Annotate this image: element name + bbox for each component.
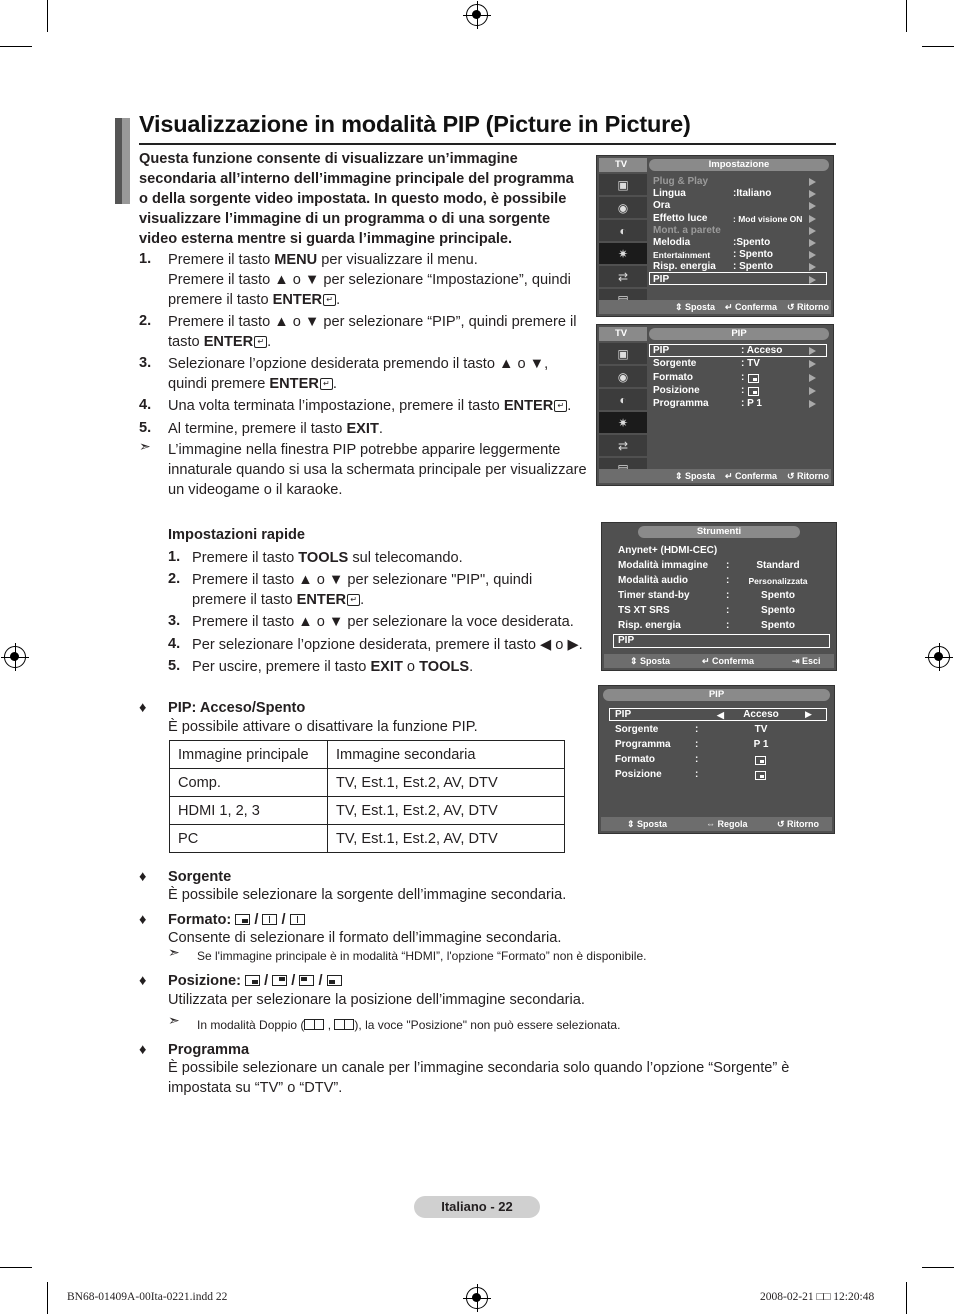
osd-selection [609,708,827,721]
osd-footer [604,654,834,668]
osd-row-sep: : [726,620,730,631]
pip-position-icon [748,374,759,383]
osd-row-value: TV [754,724,768,735]
osd-selection [649,344,827,357]
osd-foot-return: ↺ Ritorno [777,819,820,829]
osd-row-value: Spento [761,620,795,631]
quick-step-line: Premere il tasto ▲ o ▼ per selezionare "PIP", quindi [192,572,533,588]
quick-step-line: Per uscire, premere il tasto EXIT o TOOLS. [192,659,474,675]
osd-header: Strumenti [638,526,800,538]
intro-line: Questa funzione consente di visualizzare un’immagine [139,151,518,167]
enter-key-icon: ↵ [320,378,333,390]
osd-foot-confirm: ↵ Conferma [725,471,778,481]
osd-row-sep: ◀ [717,710,724,720]
submenu-arrow-icon [809,400,816,408]
registration-mark-icon [466,4,488,26]
note-arrow-icon: ➣ [139,438,151,454]
osd-row-label: PIP [615,709,632,720]
step-line: Al termine, premere il tasto EXIT. [168,421,383,437]
osd-row-label: Mont. a parete [653,224,721,236]
intro-paragraph [139,149,589,249]
osd-row-sep: : [695,754,699,765]
osd-row-value: Standard [756,560,800,571]
foot-label: Ritorno [787,819,820,829]
sound-icon: ◉ [599,366,647,387]
osd-row-label: Timer stand-by [618,590,690,601]
foot-label: Sposta [637,819,668,829]
formato-heading: Formato: / / [168,910,305,930]
osd-setup-menu [596,155,834,317]
osd-row-sep: : [695,769,699,780]
osd-footer [599,300,831,314]
formato-text: Consente di selezionare il formato dell’immagine secondaria. [168,930,562,946]
pip-top-left-icon [299,975,314,986]
osd-row-sep: : [726,590,730,601]
input-icon: ⇄ [599,266,647,287]
pip-heading: PIP: Acceso/Spento [168,700,306,716]
table-row [170,797,565,825]
bullet-icon: ♦ [139,973,147,989]
formato-note: Se l'immagine principale è in modalità “HDMI”, l'opzione “Formato” non è disponibile. [197,949,647,963]
registration-mark-icon [928,646,950,668]
dual-icon [304,1019,324,1030]
osd-row-label: Modalità audio [618,575,688,586]
crop-mark [906,1282,907,1314]
enter-key-icon: ↵ [254,336,267,348]
foot-label: Sposta [640,656,671,666]
table-cell: Comp. [170,769,328,797]
submenu-arrow-icon [809,374,816,382]
osd-foot-move: ⇕ Sposta [630,656,671,666]
pip-text: È possibile attivare o disattivare la funzione PIP. [168,719,478,735]
osd-row-label: Plug & Play [653,176,709,187]
osd-row-sep: : [726,575,730,586]
table-header: Immagine secondaria [328,741,565,769]
osd-tv-tab: TV [599,158,647,172]
osd-row-value: Spento [761,590,795,601]
quick-step-number: 3. [168,613,181,629]
picture-icon: ▣ [599,343,647,364]
crop-mark [0,46,32,47]
step-number: 1. [139,251,152,267]
step-number: 5. [139,420,152,436]
bullet-icon: ♦ [139,1042,147,1058]
osd-row-value: : Spento [733,261,773,273]
page-number: Italiano - 22 [414,1196,540,1218]
quick-step-number: 4. [168,636,181,652]
quick-heading: Impostazioni rapide [168,527,306,543]
osd-row-label: Risp. energia [653,261,716,273]
osd-row-label: Sorgente [615,724,659,735]
submenu-arrow-icon [809,239,816,247]
dual-icon [262,914,277,925]
note-line: L’immagine nella finestra PIP potrebbe apparire leggermente [168,442,561,458]
note-arrow-icon: ➣ [168,944,180,960]
channel-icon: ◐ [599,220,647,241]
note-line: innaturale quando si usa la schermata principale per visualizzare [168,462,587,478]
osd-row-value: P 1 [753,739,769,750]
osd-row-value: : Acceso [741,345,783,356]
submenu-arrow-icon [809,263,816,271]
step-number: 4. [139,397,152,413]
posizione-text: Utilizzata per selezionare la posizione dell’immagine secondaria. [168,992,585,1008]
osd-row-label: Anynet+ (HDMI-CEC) [618,545,718,556]
osd-row-label: Programma [615,739,671,750]
pip-top-right-icon [272,975,287,986]
submenu-arrow-icon [809,215,816,223]
foot-label: Esci [802,656,821,666]
osd-footer [599,469,831,483]
osd-row-label: Effetto luce [653,212,708,224]
intro-line: video esterna mentre si guarda l’immagine principale. [139,231,513,247]
osd-row-label: Ora [653,200,671,212]
table-header-row [170,741,565,769]
osd-sidebar [599,174,647,312]
right-arrow-icon: ▶ [805,709,812,719]
dual-large-icon [290,914,305,925]
picture-icon: ▣ [599,174,647,195]
osd-row-value: : [741,371,745,383]
registration-mark-icon [4,646,26,668]
osd-row-label: PIP [653,273,670,285]
osd-row-value: : Mod visione ON [733,213,803,224]
sorgente-heading: Sorgente [168,869,232,885]
osd-foot-confirm: ↵ Conferma [725,302,778,312]
foot-label: Conferma [735,471,778,481]
osd-row-value: : TV [741,358,760,370]
step-line: Selezionare l’opzione desiderata premendo il tasto ▲ o ▼, [168,356,549,372]
osd-pip-menu [596,324,834,486]
osd-foot-return: ↺ Ritorno [787,471,830,481]
enter-key-icon: ↵ [554,400,567,412]
posizione-note: In modalità Doppio ( , ), la voce "Posizione" non può essere selezionata. [197,1018,621,1032]
osd-row-value: : [741,384,745,396]
date-slug: 2008-02-21 □□ 12:20:48 [760,1291,875,1303]
dual-large-icon [334,1019,354,1030]
osd-row-value: Acceso [743,709,779,720]
registration-mark-icon [466,1287,488,1309]
submenu-arrow-icon [809,360,816,368]
channel-icon: ◐ [599,389,647,410]
note-pip [168,440,598,500]
pip-bottom-left-icon [327,975,342,986]
osd-tools-menu [601,522,837,671]
osd-header: PIP [649,328,829,340]
osd-row-label: PIP [653,345,670,356]
quick-step-line: Premere il tasto TOOLS sul telecomando. [192,550,463,566]
osd-foot-return: ↺ Ritorno [787,302,830,312]
osd-row-value: : Spento [733,249,773,261]
osd-row-label: Risp. energia [618,620,681,631]
foot-label: Ritorno [797,471,830,481]
pip-small-icon [235,914,250,925]
osd-row-label: Entertainment [653,250,711,261]
enter-key-icon: ↵ [323,294,336,306]
osd-sidebar [599,343,647,481]
crop-mark [47,1282,48,1314]
submenu-arrow-icon [809,251,816,259]
quick-step-number: 1. [168,549,181,565]
bullet-icon: ♦ [139,700,147,716]
pip-bottom-right-icon [245,975,260,986]
note-arrow-icon: ➣ [168,1012,180,1028]
programma-heading: Programma [168,1042,250,1058]
osd-selection [613,634,830,648]
foot-label: Sposta [685,471,716,481]
bullet-icon: ♦ [139,912,147,928]
osd-foot-move: ⇕ Sposta [627,819,668,829]
crop-mark [922,46,954,47]
osd-header: PIP [603,689,830,701]
osd-foot-confirm: ↵ Conferma [702,656,755,666]
table-cell: TV, Est.1, Est.2, AV, DTV [328,769,565,797]
osd-row-sep: : [726,560,730,571]
step-line: premere il tasto ENTER ↵ . [168,292,341,308]
osd-pip-tools-menu [598,685,835,834]
programma-line: È possibile selezionare un canale per l’immagine secondaria solo quando l’opzione “Sorgente” è [168,1060,790,1076]
note-line: un videogame o il karaoke. [168,482,343,498]
osd-row-label: TS XT SRS [618,605,670,616]
foot-label: Conferma [735,302,778,312]
table-cell: TV, Est.1, Est.2, AV, DTV [328,797,565,825]
osd-row-label: Posizione [653,384,700,396]
sorgente-text: È possibile selezionare la sorgente dell’immagine secondaria. [168,887,567,903]
osd-foot-move: ⇕ Sposta [675,471,716,481]
osd-row-label: Modalità immagine [618,560,709,571]
programma-line: impostata su “TV” o “DTV”. [168,1080,343,1096]
table-cell: HDMI 1, 2, 3 [170,797,328,825]
submenu-arrow-icon [809,190,816,198]
osd-row-label: Programma [653,398,709,410]
title-rule [139,143,836,145]
osd-row-label: Lingua [653,188,686,200]
step-line: quindi premere ENTER ↵ . [168,376,337,392]
osd-foot-exit: ⇥ Esci [792,656,821,666]
quick-step-line: Premere il tasto ▲ o ▼ per selezionare la voce desiderata. [192,614,574,630]
step-line: Premere il tasto MENU per visualizzare il menu. [168,252,478,268]
table-header: Immagine principale [170,741,328,769]
setup-gear-icon: ✷ [599,243,647,264]
quick-step-number: 5. [168,658,181,674]
source-table [169,740,565,853]
table-row [170,769,565,797]
crop-mark [47,0,48,32]
table-cell: PC [170,825,328,853]
submenu-arrow-icon [809,227,816,235]
pip-position-icon [748,387,759,396]
submenu-arrow-icon [809,202,816,210]
foot-label: Sposta [685,302,716,312]
quick-step-line: Per selezionare l’opzione desiderata, premere il tasto ◀ o ▶. [192,637,583,653]
step-line: Premere il tasto ▲ o ▼ per selezionare “PIP”, quindi premere il [168,314,577,330]
crop-mark [906,0,907,32]
crop-mark [922,1267,954,1268]
bullet-icon: ♦ [139,869,147,885]
osd-row-label: PIP [618,635,635,646]
page-title: Visualizzazione in modalità PIP (Picture in Picture) [139,111,691,137]
osd-row-sep: : [726,605,730,616]
step-line: tasto ENTER ↵ . [168,334,272,350]
note-part: ), la voce "Posizione" non può essere selezionata. [354,1018,621,1032]
posizione-heading: Posizione: / / / [168,971,342,991]
osd-foot-move: ⇕ Sposta [675,302,716,312]
programma-text [168,1058,828,1098]
intro-line: visualizzare l’immagine di un programma o di una sorgente [139,211,551,227]
pip-position-icon [755,771,766,780]
osd-row-value: :Italiano [733,188,772,200]
input-icon: ⇄ [599,435,647,456]
intro-line: o della sorgente video impostata. In questo modo, è possibile [139,191,567,207]
osd-row-label: Posizione [615,769,662,780]
sound-icon: ◉ [599,197,647,218]
quick-step-line: premere il tasto ENTER ↵ . [192,592,365,608]
posizione-label: Posizione: [168,973,241,989]
osd-row-label: Melodia [653,237,691,248]
note-part: In modalità Doppio ( [197,1018,305,1032]
step-number: 3. [139,355,152,371]
table-cell: TV, Est.1, Est.2, AV, DTV [328,825,565,853]
file-slug: BN68-01409A-00Ita-0221.indd 22 [67,1291,228,1303]
step-line: Una volta terminata l’impostazione, premere il tasto ENTER ↵ . [168,398,572,414]
osd-row-sep: : [695,739,699,750]
osd-row-value: Personalizzata [748,576,808,586]
osd-row-sep: : [695,724,699,735]
table-row [170,825,565,853]
intro-line: secondaria all’interno dell’immagine principale del programma [139,171,574,187]
pip-position-icon [755,756,766,765]
crop-mark [0,1267,32,1268]
osd-header: Impostazione [649,159,829,171]
submenu-arrow-icon [809,178,816,186]
quick-step-number: 2. [168,571,181,587]
step-line: Premere il tasto ▲ o ▼ per selezionare “Impostazione”, quindi [168,272,571,288]
osd-row-label: Sorgente [653,358,697,370]
osd-row-value: Spento [761,605,795,616]
enter-key-icon: ↵ [347,594,360,606]
foot-label: Regola [717,819,748,829]
formato-label: Formato: [168,912,232,928]
osd-footer [601,817,832,831]
foot-label: Ritorno [797,302,830,312]
osd-foot-adjust: ⇔ Regola [706,819,748,829]
osd-row-label: Formato [653,371,693,383]
step-number: 2. [139,313,152,329]
osd-row-label: Formato [615,754,655,765]
setup-gear-icon: ✷ [599,412,647,433]
osd-row-value: :Spento [733,237,771,248]
submenu-arrow-icon [809,387,816,395]
foot-label: Conferma [712,656,755,666]
osd-row-value: : P 1 [741,398,762,410]
osd-selection [649,272,827,285]
osd-tv-tab: TV [599,327,647,341]
title-accent-bar [122,118,130,204]
